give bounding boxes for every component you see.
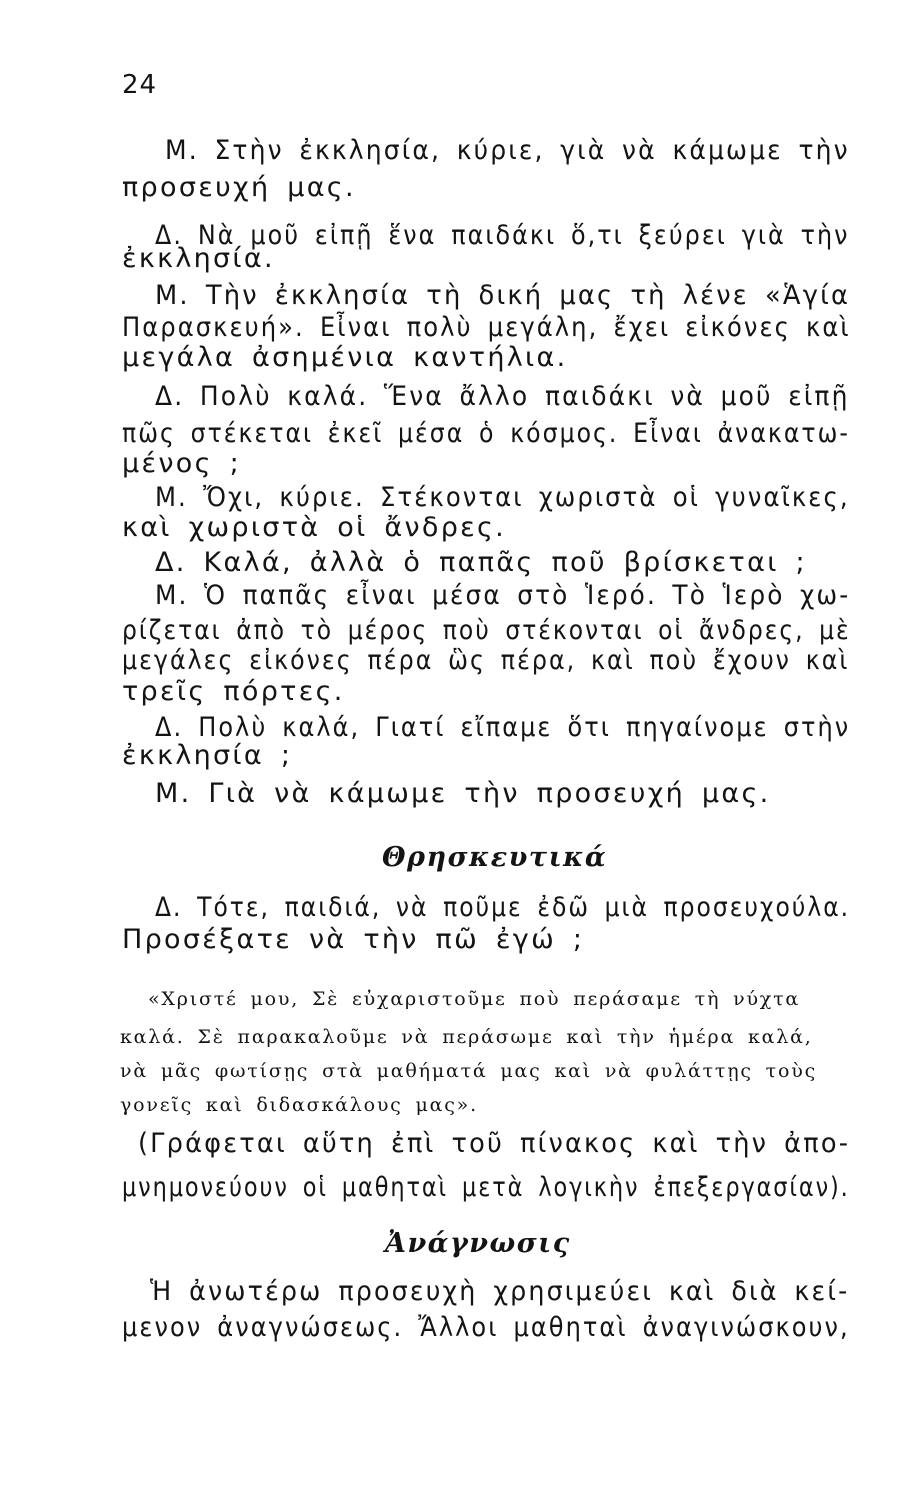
prayer-line: νὰ μᾶς φωτίσῃς στὰ μαθήματά μας καὶ νὰ φυλάττῃς τοὺς <box>120 1060 818 1082</box>
text-line: μεγάλες εἰκόνες πέρα ὣς πέρα, καὶ ποὺ ἔχουν καὶ <box>122 645 850 676</box>
text-line: Παρασκευή». Εἶναι πολὺ μεγάλη, ἔχει εἰκόνες καὶ <box>122 312 851 343</box>
text-line: Μ. Ὁ παπᾶς εἶναι μέσα στὸ Ἱερό. Τὸ Ἱερὸ χω- <box>155 580 851 611</box>
text-line: Μ. Τὴν ἐκκλησία τὴ δική μας τὴ λένε «Ἁγία <box>155 280 851 311</box>
prayer-line: «Χριστέ μου, Σὲ εὐχαριστοῦμε ποὺ περάσαμε τὴ νύχτα <box>148 988 801 1010</box>
text-line: Μ. Ὄχι, κύριε. Στέκονται χωριστὰ οἱ γυναῖκες, <box>155 482 850 513</box>
text-line: Δ. Νὰ μοῦ εἰπῇ ἕνα παιδάκι ὅ,τι ξεύρει γιὰ τὴν <box>155 220 850 251</box>
page-number: 24 <box>122 70 158 100</box>
text-line: μένος ; <box>122 448 241 479</box>
text-line: τρεῖς πόρτες. <box>122 676 345 707</box>
text-line: ἐκκλησία. <box>122 243 275 274</box>
text-line: Μ. Στὴν ἐκκλησία, κύριε, γιὰ νὰ κάμωμε τὴν <box>165 135 850 166</box>
section-heading: Θρησκευτικά <box>382 842 608 873</box>
text-line: προσευχή μας. <box>122 172 356 203</box>
text-line: Δ. Πολὺ καλά. Ἕνα ἄλλο παιδάκι νὰ μοῦ εἰπῇ <box>155 381 850 412</box>
text-line: καὶ χωριστὰ οἱ ἄνδρες. <box>122 512 507 543</box>
text-line: μεγάλα ἀσημένια καντήλια. <box>122 342 568 373</box>
text-line: Δ. Τότε, παιδιά, νὰ ποῦμε ἐδῶ μιὰ προσευχούλα. <box>155 892 851 923</box>
section-heading: Ἀνάγνωσις <box>385 1228 571 1259</box>
text-line: πῶς στέκεται ἐκεῖ μέσα ὁ κόσμος. Εἶναι ἀνακατω- <box>122 418 850 449</box>
text-line: Δ. Καλά, ἀλλὰ ὁ παπᾶς ποῦ βρίσκεται ; <box>155 547 807 578</box>
text-line: Μ. Γιὰ νὰ κάμωμε τὴν προσευχή μας. <box>155 778 771 809</box>
text-line: ἐκκλησία ; <box>122 740 293 771</box>
text-line: μενον ἀναγνώσεως. Ἄλλοι μαθηταὶ ἀναγινώσκουν, <box>122 1312 850 1343</box>
text-line: ρίζεται ἀπὸ τὸ μέρος ποὺ στέκονται οἱ ἄνδρες, μὲ <box>122 615 851 646</box>
text-line: (Γράφεται αὕτη ἐπὶ τοῦ πίνακος καὶ τὴν ἀπο- <box>138 1128 851 1159</box>
text-line: Δ. Πολὺ καλά, Γιατί εἴπαμε ὅτι πηγαίνομε στὴν <box>155 712 851 743</box>
prayer-line: γονεῖς καὶ διδασκάλους μας». <box>120 1094 478 1116</box>
text-line: Προσέξατε νὰ τὴν πῶ ἐγώ ; <box>122 924 585 955</box>
text-line: μνημονεύουν οἱ μαθηταὶ μετὰ λογικὴν ἐπεξεργασίαν). <box>122 1172 850 1203</box>
prayer-line: καλά. Σὲ παρακαλοῦμε νὰ περάσωμε καὶ τὴν ἡμέρα καλά, <box>120 1026 813 1048</box>
text-line: Ἡ ἀνωτέρω προσευχὴ χρησιμεύει καὶ διὰ κεί- <box>150 1276 850 1307</box>
